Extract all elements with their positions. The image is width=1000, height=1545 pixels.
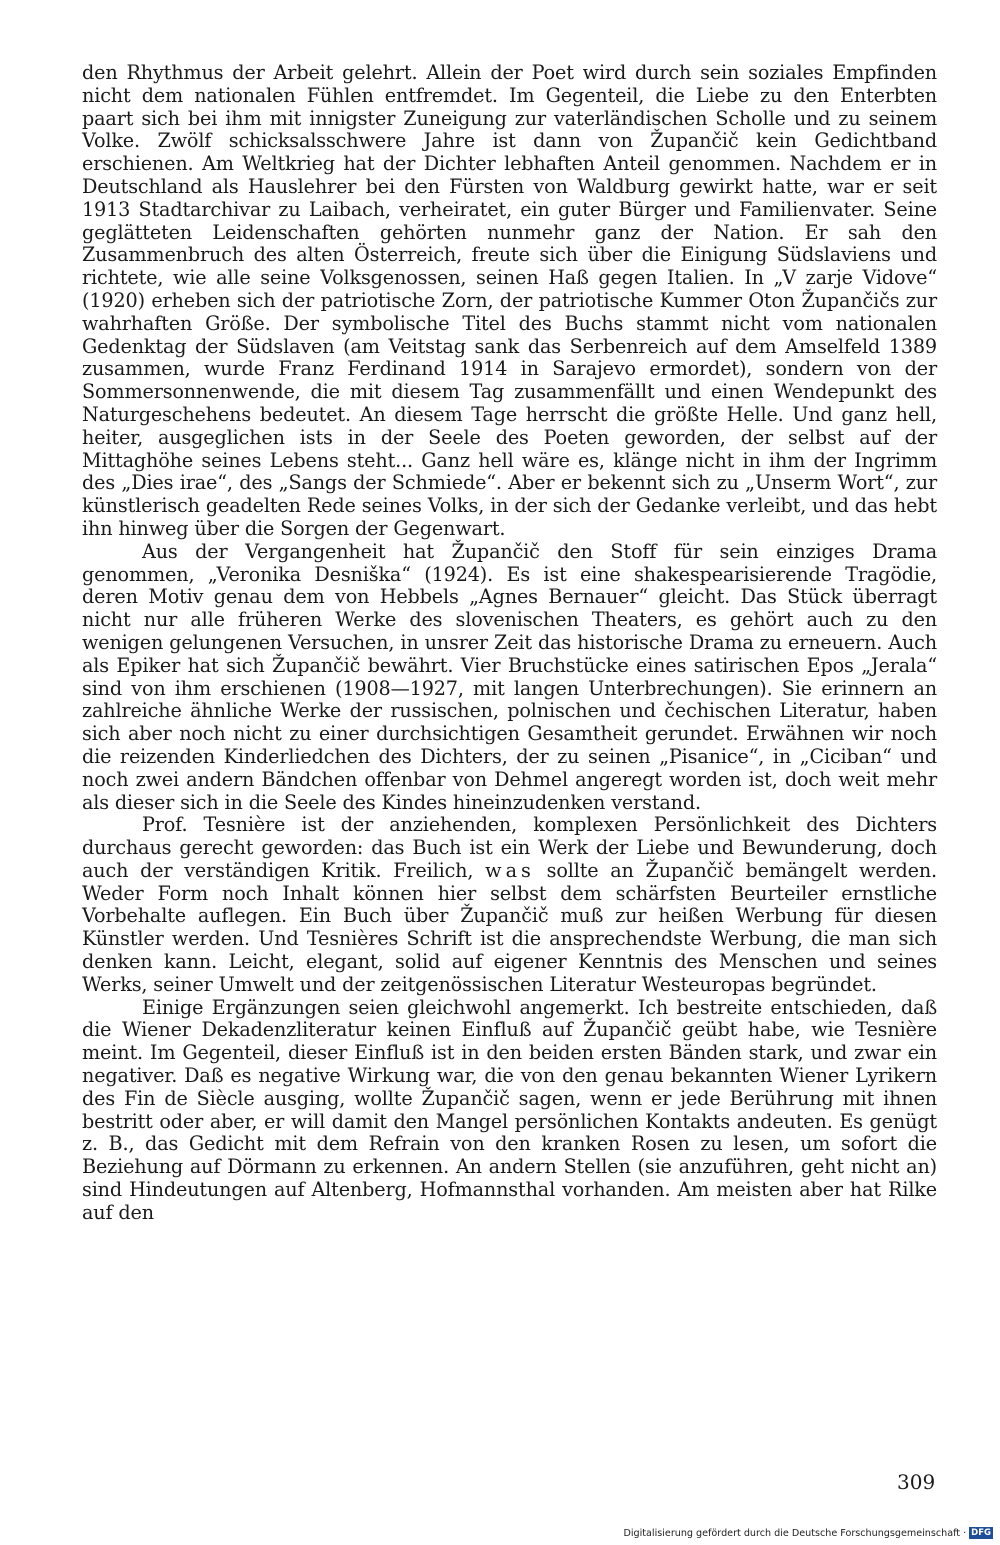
footer bbox=[608, 1527, 993, 1539]
paragraph-1: den Rhythmus der Arbeit gelehrt. Allein der Poet wird durch sein soziales Empfinden nicht dem nationalen Fühlen entfremdet. Im Gegenteil, die Liebe zu den Enterbten paart sich bei ihm mit innigster Zuneigung zur vaterländischen Scholle und zu seinem Volke. Zwölf schicksalsschwere Jahre ist dann von Župančič kein Gedichtband erschienen. Am Weltkrieg hat der Dichter lebhaften Anteil genommen. Nachdem er in Deutschland als Hauslehrer bei den Fürsten von Waldburg gewirkt hatte, war er seit 1913 Stadtarchivar zu Laibach, verheiratet, ein guter Bürger und Familienvater. Seine geglätteten Leidenschaften gehörten nunmehr ganz der Nation. Er sah den Zusammenbruch des alten Österreich, freute sich über die Einigung Südslaviens und richtete, wie alle seine Volksgenossen, seinen Haß gegen Italien. In „V zarje Vidove“ (1920) erheben sich der patriotische Zorn, der patriotische Kummer Oton Župančičs zur wahrhaften Größe. Der symbolische Titel des Buchs stammt nicht vom nationalen Gedenktag der Südslaven (am Veitstag sank das Serbenreich auf dem Amselfeld 1389 zusammen, wurde Franz Ferdinand 1914 in Sarajevo ermordet), sondern von der Sommersonnenwende, die mit diesem Tag zusammenfällt und einen Wendepunkt des Naturgeschehens bedeutet. An diesem Tage herrscht die größte Helle. Und ganz hell, heiter, ausgeglichen ists in der Seele des Poeten geworden, der selbst auf der Mittaghöhe seines Lebens steht... Ganz hell wäre es, klänge nicht in ihm der Ingrimm des „Dies irae“, des „Sangs der Schmiede“. Aber er bekennt sich zu „Unserm Wort“, zur künstlerisch geadelten Rede seines Volks, in der sich der Gedanke verleibt, und das hebt ihn hinweg über die Sorgen der Gegenwart. bbox=[82, 61, 937, 540]
page-number: 309 bbox=[897, 1470, 936, 1494]
paragraph-2: Aus der Vergangenheit hat Župančič den Stoff für sein einziges Drama genommen, „Veronika Desniška“ (1924). Es ist eine shakespearisierende Tragödie, deren Motiv genau dem von Hebbels „Agnes Bernauer“ gleicht. Das Stück überragt nicht nur alle früheren Werke des slovenischen Theaters, es gehört auch zu den wenigen gelungenen Versuchen, in unsrer Zeit das historische Drama zu erneuern. Auch als Epiker hat sich Župančič bewährt. Vier Bruchstücke eines satirischen Epos „Jerala“ sind von ihm erschienen (1908—1927, mit langen Unterbrechungen). Sie erinnern an zahlreiche ähnliche Werke der russischen, polnischen und čechischen Literatur, haben sich aber noch nicht zu einer durchsichtigen Gesamtheit gerundet. Erwähnen wir noch die reizenden Kinderliedchen des Dichters, der zu seinen „Pisanice“, in „Ciciban“ und noch zwei andern Bändchen offenbar von Dehmel angeregt worden ist, doch weit mehr als dieser sich in die Seele des Kindes hineinzudenken verstand. bbox=[82, 539, 937, 814]
footer-text: Digitalisierung gefördert durch die Deutsche Forschungsgemeinschaft · bbox=[623, 1527, 967, 1539]
paragraph-4: Einige Ergänzungen seien gleichwohl angemerkt. Ich bestreite entschieden, daß die Wiener Dekadenzliteratur keinen Einfluß auf Župančič geübt habe, wie Tesnière meint. Im Gegenteil, dieser Einfluß ist in den beiden ersten Bänden stark, und zwar ein negativer. Daß es negative Wirkung war, die von den genau bekannten Wiener Lyrikern des Fin de Siècle ausging, wollte Župančič sagen, wenn er jede Berührung mit ihnen bestritt oder aber, er will damit den Mangel persönlichen Kontakts andeuten. Es genügt z. B., das Gedicht mit dem Refrain von den kranken Rosen zu lesen, um sofort die Beziehung auf Dörmann zu erkennen. An andern Stellen (sie anzuführen, geht nicht an) sind Hindeutungen auf Altenberg, Hofmannsthal vorhanden. Am meisten aber hat Rilke auf den bbox=[82, 995, 937, 1224]
emphasized-word: was bbox=[485, 858, 535, 882]
dfg-logo-icon: DFG bbox=[971, 1528, 991, 1538]
paragraph-3-end: sollte an Župančič bemängelt werden. Weder Form noch Inhalt können hier selbst dem schärfsten Beurteiler ernstliche Vorbehalte auflegen. Ein Buch über Župančič muß zur heißen Werbung für diesen Künstler werden. Und Tesnières Schrift ist die ansprechendste Werbung, die man sich denken kann. Leicht, elegant, solid auf eigener Kenntnis des Menschen und seines Werks, seiner Umwelt und der zeitgenössischen Literatur Westeuropas begründet. bbox=[82, 858, 938, 996]
paragraph-3 bbox=[82, 814, 937, 996]
paragraph-3-start: Prof. Tesnière ist der anziehenden, komplexen Persönlichkeit des Dichters durchaus gerecht geworden: das Buch ist ein Werk der Liebe und Bewunderung, doch auch der verständigen Kritik. Freilich, bbox=[82, 813, 937, 882]
main-text bbox=[82, 62, 937, 1225]
